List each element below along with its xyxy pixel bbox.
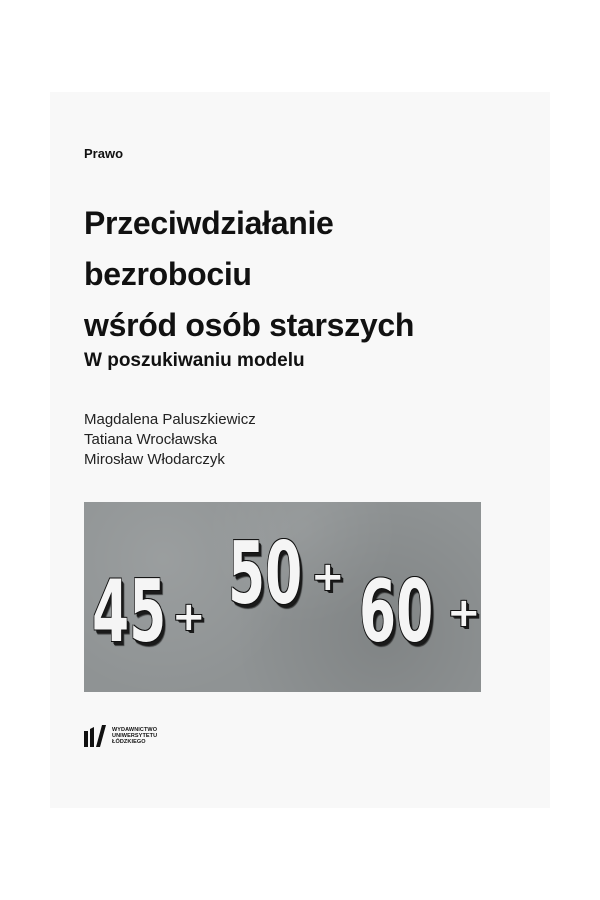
title-line: bezrobociu [84,256,252,292]
publisher-logo-icon [84,725,108,747]
author-name: Mirosław Włodarczyk [84,451,225,468]
plus-sign: + [447,590,481,636]
age-number-60: 60 [359,562,434,662]
title-line: Przeciwdziałanie [84,205,334,241]
publisher-name [112,727,157,745]
book-cover [50,92,550,808]
publisher-line: ŁÓDZKIEGO [112,739,146,745]
age-number-50: 50 [228,524,303,624]
series-label: Prawo [84,146,124,161]
publisher-block [84,725,157,747]
publisher-line: UNIWERSYTETU [112,733,158,739]
cover-photo [84,502,481,692]
book-subtitle: W poszukiwaniu modelu [84,350,305,371]
age-number-45: 45 [92,562,167,662]
author-name: Magdalena Paluszkiewicz [84,411,256,428]
book-title [84,198,414,351]
plus-sign: + [172,594,206,640]
author-list [84,410,256,470]
title-line: wśród osób starszych [84,307,415,343]
plus-sign: + [311,554,345,600]
publisher-line: WYDAWNICTWO [112,727,158,733]
author-name: Tatiana Wrocławska [84,431,218,448]
